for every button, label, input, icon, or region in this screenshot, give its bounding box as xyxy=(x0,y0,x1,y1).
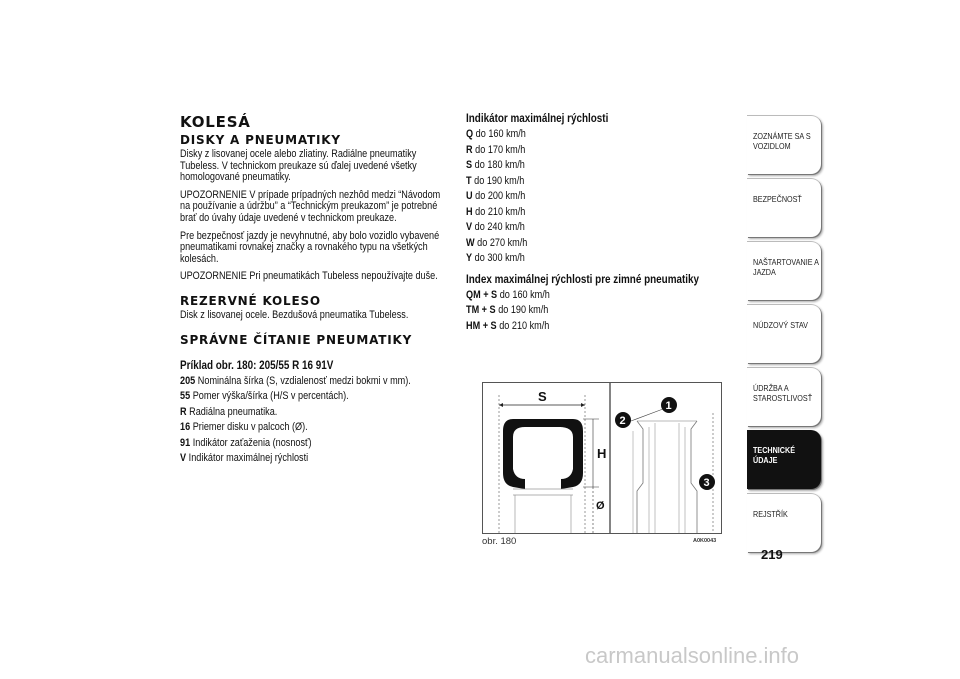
list-item: Y do 300 km/h xyxy=(466,252,525,264)
marker-2 xyxy=(615,412,631,428)
tab-rejstrik[interactable]: REJSTŘÍK xyxy=(747,493,821,552)
rim-profile xyxy=(623,409,713,533)
disks-paragraph-4: UPOZORNENIE Pri pneumatikách Tubeless nepoužívajte duše. xyxy=(180,270,438,283)
disks-paragraph-3: Pre bezpečnosť jazdy je nevyhnutné, aby bolo vozidlo vybavené pneumatikami rovnakej značky a rovnakého typu na všetkých kolesách. xyxy=(180,229,440,265)
disks-paragraph-2: UPOZORNENIE V prípade prípadných nezhôd medzi “Návodom na používanie a údržbu” a “Technickým preukazom” je potrebné brať do úvahy údaje uvedené v technickom preukaze. xyxy=(180,188,441,224)
list-item: H do 210 km/h xyxy=(466,205,526,218)
tab-zoznamte-sa[interactable]: ZOZNÁMTE SA S VOZIDLOM xyxy=(747,115,821,174)
svg-text:3: 3 xyxy=(703,477,710,489)
svg-text:1: 1 xyxy=(665,400,672,412)
left-column xyxy=(180,112,450,467)
list-item: QM + S do 160 km/h xyxy=(466,288,550,301)
disks-heading: DISKY A PNEUMATIKY xyxy=(180,133,341,147)
page-number: 219 xyxy=(761,547,783,562)
list-item: W do 270 km/h xyxy=(466,236,528,249)
tab-nudzovy-stav[interactable]: NÚDZOVÝ STAV xyxy=(747,304,821,363)
figure-code: A0K0043 xyxy=(693,538,717,544)
list-item: 16 Priemer disku v palcoch (Ø). xyxy=(180,421,308,434)
list-item: V do 240 km/h xyxy=(466,221,525,233)
tire-figure xyxy=(482,382,722,534)
svg-text:2: 2 xyxy=(619,415,626,427)
disks-paragraph-1: Disky z lisovanej ocele alebo zliatiny. Radiálne pneumatiky Tubeless. V technickom preukaze sú ďalej uvedené všetky homologované pneumatiky. xyxy=(180,148,417,184)
winter-list xyxy=(466,288,736,335)
list-item: 91 Indikátor zaťaženia (nosnosť) xyxy=(180,436,312,449)
marker-1 xyxy=(661,397,677,413)
label-diameter: Ø xyxy=(596,500,605,512)
list-item: V Indikátor maximálnej rýchlosti xyxy=(180,452,309,465)
list-item: R Radiálna pneumatika. xyxy=(180,405,278,418)
list-item: HM + S do 210 km/h xyxy=(466,319,550,332)
tab-nastartovanie[interactable]: NAŠTARTOVANIE A JAZDA xyxy=(747,241,821,300)
reading-heading: SPRÁVNE ČÍTANIE PNEUMATIKY xyxy=(180,332,413,347)
tab-technicke-udaje[interactable]: TECHNICKÉ ÚDAJE xyxy=(747,430,821,489)
winter-title: Index maximálnej rýchlosti pre zimné pneumatiky xyxy=(466,273,700,286)
spare-heading: REZERVNÉ KOLESO xyxy=(180,293,321,308)
chapter-tabs xyxy=(747,115,821,556)
right-column xyxy=(466,112,736,334)
example-title: Príklad obr. 180: 205/55 R 16 91V xyxy=(180,359,334,372)
list-item: S do 180 km/h xyxy=(466,159,525,171)
speed-title: Indikátor maximálnej rýchlosti xyxy=(466,113,609,125)
tab-udrzba[interactable]: ÚDRŽBA A STAROSTLIVOSŤ xyxy=(747,367,821,426)
list-item: Q do 160 km/h xyxy=(466,128,526,140)
example-list xyxy=(180,374,450,467)
tire-cross-section xyxy=(499,395,599,533)
watermark: carmanualsonline.info xyxy=(585,643,800,668)
tire-diagram xyxy=(483,383,721,533)
list-item: T do 190 km/h xyxy=(466,174,525,187)
tab-bezpecnost[interactable]: BEZPEČNOSŤ xyxy=(747,178,821,237)
list-item: 55 Pomer výška/šírka (H/S v percentách). xyxy=(180,390,349,403)
label-h: H xyxy=(597,446,607,461)
label-s: S xyxy=(538,389,547,404)
section-title: KOLESÁ xyxy=(180,113,251,131)
marker-3 xyxy=(699,474,715,490)
list-item: R do 170 km/h xyxy=(466,143,526,156)
list-item: TM + S do 190 km/h xyxy=(466,304,549,316)
speed-list xyxy=(466,127,736,267)
list-item: U do 200 km/h xyxy=(466,190,526,202)
spare-paragraph: Disk z lisovanej ocele. Bezdušová pneumatika Tubeless. xyxy=(180,308,409,321)
figure-caption: obr. 180 xyxy=(482,536,517,547)
list-item: 205 Nominálna šírka (S, vzdialenosť medzi bokmi v mm). xyxy=(180,374,411,387)
